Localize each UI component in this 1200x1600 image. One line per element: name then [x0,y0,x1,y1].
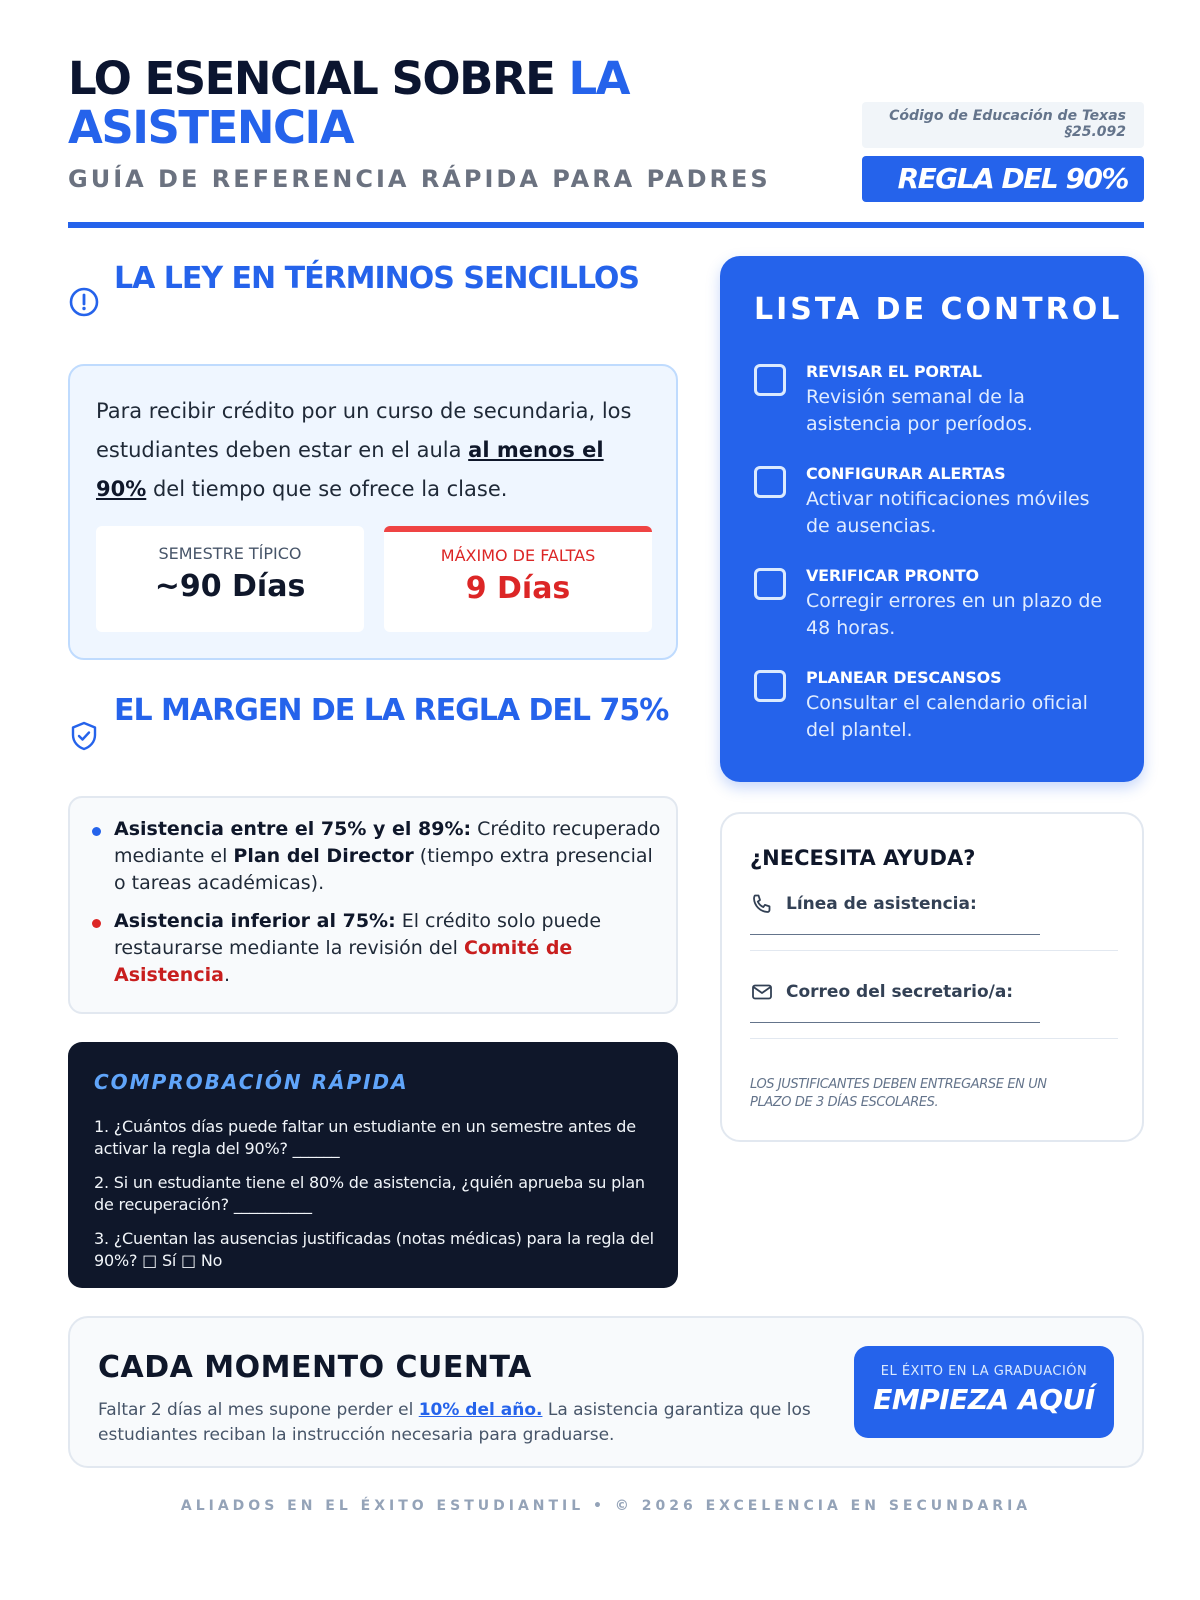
page-title [68,54,828,152]
checklist-item-desc: Revisión semanal de la asistencia por períodos. [806,386,1033,435]
help-title: ¿NECESITA AYUDA? [750,846,976,870]
item-bold: Asistencia entre el 75% y el 89%: [114,818,472,840]
checklist-item-alerts [754,464,1134,554]
cta-caption: EL ÉXITO EN LA GRADUACIÓN [880,1364,1088,1379]
quick-check-card [68,1042,678,1288]
shield-check-icon [68,720,100,752]
exclamation-circle-icon [68,286,100,318]
checklist-item-breaks [754,668,1134,758]
margin-section-heading [68,688,678,784]
law-text-after: del tiempo que se ofrece la clase. [146,477,508,501]
quick-check-title: COMPROBACIÓN RÁPIDA [94,1070,409,1094]
stat-label: MÁXIMO DE FALTAS [440,546,596,565]
rule-badge: REGLA DEL 90% [862,156,1144,202]
item-text: El crédito solo puede restaurarse mediante la revisión del [114,910,602,959]
law-text-emphasis: al menos el 90% [96,438,604,501]
help-card [720,812,1144,1142]
checklist-panel [720,256,1144,782]
checkbox[interactable] [754,670,786,702]
law-text [96,392,656,509]
email-label: Correo del secretario/a: [786,982,1014,1002]
checkbox[interactable] [754,568,786,600]
title-part-2: ASISTENCIA [68,101,354,154]
checklist-item-desc: Activar notificaciones móviles de ausencias. [806,488,1090,537]
checklist-item-title: VERIFICAR PRONTO [806,566,979,585]
margin-card [68,796,678,1014]
item-highlight: Comité de Asistencia [114,937,573,986]
code-reference: Código de Educación de Texas §25.092 [862,102,1144,148]
item-bold: Asistencia inferior al 75%: [114,910,396,932]
checklist-item-desc: Corregir errores en un plazo de 48 horas. [806,590,1103,639]
banner-text [98,1398,818,1448]
checkbox[interactable] [754,364,786,396]
phone-fill-line[interactable] [750,934,1040,935]
banner-link[interactable]: 10% del año. [418,1400,543,1420]
page-subtitle: GUÍA DE REFERENCIA RÁPIDA PARA PADRES [68,165,771,193]
help-note: LOS JUSTIFICANTES DEBEN ENTREGARSE EN UN PLAZO DE 3 DÍAS ESCOLARES. [750,1077,1047,1110]
divider [750,950,1118,951]
margin-section-title: EL MARGEN DE LA REGLA DEL 75% [114,693,669,728]
list-item [114,908,664,989]
stat-value: ~90 Días [154,569,306,604]
cta-banner [68,1316,1144,1468]
stat-max-absences [384,526,652,632]
bullet-dot [92,919,101,928]
stat-value: 9 Días [465,571,571,606]
checklist-title: LISTA DE CONTROL [754,292,1123,327]
email-fill-line[interactable] [750,1022,1040,1023]
stat-typical-semester [96,526,364,632]
banner-text-before: Faltar 2 días al mes supone perder el [98,1400,419,1420]
mail-icon [750,980,774,1004]
quiz-question-1: 1. ¿Cuántos días puede faltar un estudiante en un semestre antes de activar la regla del 90%? ______ [94,1117,636,1158]
item-bold-2: Plan del Director [233,845,414,867]
banner-title: CADA MOMENTO CUENTA [98,1350,532,1385]
checklist-item-verify [754,566,1134,656]
header-divider [68,222,1144,228]
phone-icon [750,892,774,916]
law-text-before: Para recibir crédito por un curso de secundaria, los estudiantes deben estar en el aula [96,399,632,462]
law-card [68,364,678,660]
checklist-item-title: REVISAR EL PORTAL [806,362,982,381]
checklist-item-title: PLANEAR DESCANSOS [806,668,1002,687]
list-item [114,816,664,897]
phone-label: Línea de asistencia: [786,894,977,914]
item-text-2: . [223,964,230,986]
start-here-button[interactable] [854,1346,1114,1438]
title-accent: LA [568,52,630,105]
checklist-item-desc: Consultar el calendario oficial del plantel. [806,692,1088,741]
footer: ALIADOS EN EL ÉXITO ESTUDIANTIL • © 2026 EXCELENCIA EN SECUNDARIA [180,1498,1032,1514]
title-part-1: LO ESENCIAL SOBRE [68,52,569,105]
bullet-dot [92,827,101,836]
header [68,52,1144,228]
item-text: Crédito recuperado mediante el [114,818,661,867]
page [68,0,1144,1600]
banner-text-after: La asistencia garantiza que los estudiantes reciban la instrucción necesaria para graduarse. [98,1400,811,1445]
quiz-question-2: 2. Si un estudiante tiene el 80% de asistencia, ¿quién aprueba su plan de recuperación? __________ [94,1173,645,1214]
checklist-item-title: CONFIGURAR ALERTAS [806,464,1006,483]
item-text-2: (tiempo extra presencial o tareas académicas). [114,845,653,894]
checkbox[interactable] [754,466,786,498]
checklist-item-portal [754,362,1134,452]
law-section-heading [68,256,678,352]
divider [750,1038,1118,1039]
stat-label: SEMESTRE TÍPICO [158,544,302,563]
quiz-question-3: 3. ¿Cuentan las ausencias justificadas (notas médicas) para la regla del 90%? □ Sí □ No [94,1229,654,1270]
law-section-title: LA LEY EN TÉRMINOS SENCILLOS [114,261,639,296]
cta-label: EMPIEZA AQUÍ [873,1383,1095,1416]
